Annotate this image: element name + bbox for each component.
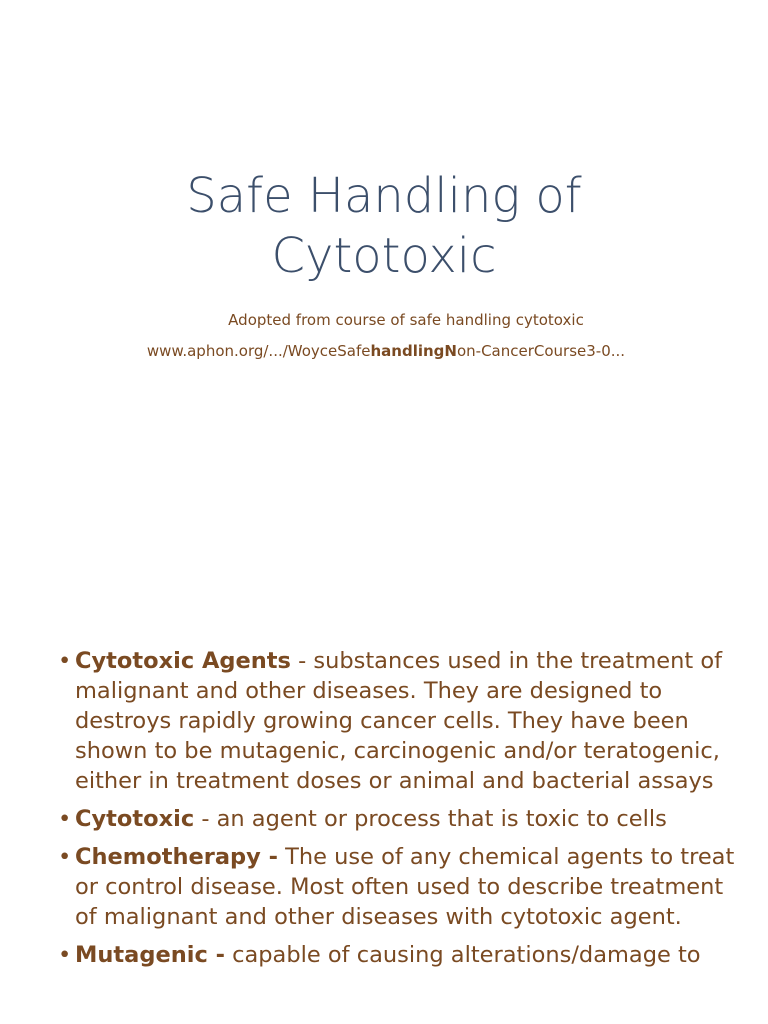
definition-list (48, 646, 738, 978)
definition-text: - an agent or process that is toxic to cells (194, 806, 667, 832)
bullet-icon: • (58, 942, 72, 968)
source-url-bold-2: N (444, 342, 457, 360)
list-item (48, 804, 738, 834)
bullet-icon: • (58, 806, 72, 832)
source-url-suffix: on-CancerCourse3-0... (456, 342, 626, 360)
definition-term: Cytotoxic (75, 806, 195, 832)
definition-text: - substances used in the treatment of malignant and other diseases. They are designed to destroys rapidly growing cancer cells. They have been shown to be mutagenic, carcinogenic and/or teratogenic, either in treatment doses or animal and bacterial assays (75, 648, 723, 794)
definition-text: capable of causing alterations/damage to (224, 942, 701, 968)
list-item (48, 940, 738, 970)
list-item (48, 842, 738, 932)
definition-text: The use of any chemical agents to treat or control disease. Most often used to describe treatment of malignant and other diseases with cytotoxic agent. (75, 844, 735, 930)
definition-term: Cytotoxic Agents (75, 648, 291, 674)
source-url-prefix: www.aphon.org/.../WoyceSafe (146, 342, 371, 360)
definition-term: Chemotherapy - (75, 844, 278, 870)
title-line-1: Safe Handling of (186, 168, 582, 224)
definition-term: Mutagenic - (75, 942, 225, 968)
subtitle-attribution: Adopted from course of safe handling cytotoxic (228, 311, 584, 329)
source-url-bold-1: handling (370, 342, 445, 360)
title-line-2: Cytotoxic (271, 228, 497, 284)
source-url (56, 341, 716, 361)
list-item (48, 646, 738, 796)
definitions-slide (0, 600, 768, 1024)
slide-title (0, 166, 768, 286)
bullet-icon: • (58, 844, 72, 870)
bullet-icon: • (58, 648, 72, 674)
